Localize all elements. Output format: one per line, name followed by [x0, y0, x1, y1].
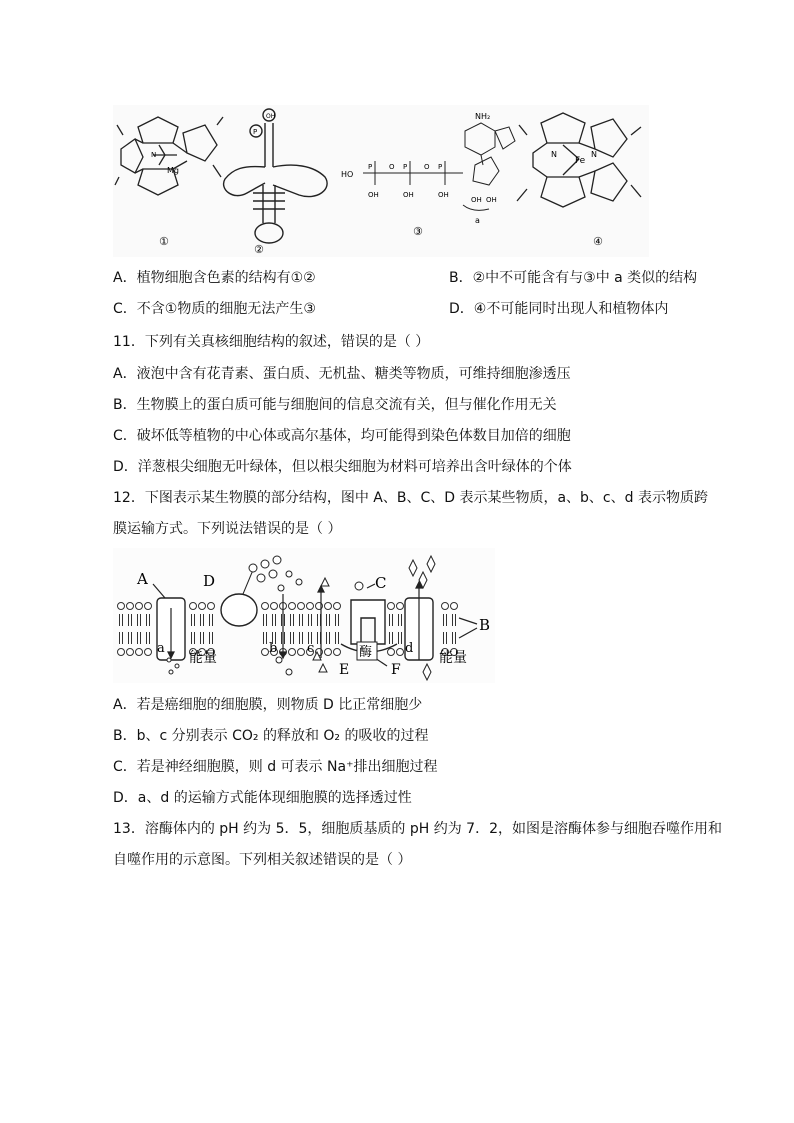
q10-option-a: A．植物细胞含色素的结构有①② [113, 270, 316, 286]
label-F: F [391, 662, 401, 678]
label-A: A [137, 570, 148, 588]
figure-label-1: ① [159, 235, 169, 248]
sugar-oh-2: OH [486, 196, 497, 204]
q10-option-c: C．不含①物质的细胞无法产生③ [113, 301, 316, 317]
phospholipid-head [307, 603, 314, 610]
phospholipid-head [127, 603, 134, 610]
label-a: a [157, 641, 165, 656]
energy-label-a: 能量 [189, 650, 217, 666]
phospholipid-head [262, 603, 269, 610]
phospholipid-head [145, 603, 152, 610]
label-E: E [339, 662, 350, 678]
phospholipid-head [136, 649, 143, 656]
segment-a-label: a [475, 216, 480, 225]
label-D: D [203, 572, 216, 590]
energy-label-d: 能量 [439, 650, 467, 666]
q11-option-c: C．破坏低等植物的中心体或高尔基体，均可能得到染色体数目加倍的细胞 [113, 428, 571, 444]
trna-p-label: P [253, 128, 258, 136]
phospholipid-head [334, 603, 341, 610]
bridge-o-1: O [389, 163, 395, 171]
phospholipid-head [451, 603, 458, 610]
phospholipid-head [199, 603, 206, 610]
label-B: B [479, 616, 491, 634]
phospholipid-head [397, 603, 404, 610]
q11-stem: 11．下列有关真核细胞结构的叙述，错误的是（ ） [113, 334, 430, 350]
group-oh-3: OH [438, 191, 449, 199]
phospholipid-head [271, 603, 278, 610]
phospholipid-head [118, 649, 125, 656]
phospholipid-head [289, 603, 296, 610]
phospholipid-head [289, 649, 296, 656]
phosphate-p3: P [438, 163, 443, 171]
phospholipid-head [190, 603, 197, 610]
atom-n-label-1: N [151, 151, 157, 159]
figure-label-4: ④ [593, 235, 603, 248]
phospholipid-head [397, 649, 404, 656]
q12-stem-line1: 12．下图表示某生物膜的部分结构，图中 A、B、C、D 表示某些物质，a、b、c、d 表示物质跨 [113, 490, 708, 506]
q12-option-c: C．若是神经细胞膜，则 d 可表示 Na⁺排出细胞过程 [113, 759, 438, 775]
group-ho-label: HO [341, 170, 354, 179]
phospholipid-head [136, 603, 143, 610]
q13-stem-line1: 13．溶酶体内的 pH 约为 5．5，细胞质基质的 pH 约为 7．2，如图是溶酶体参与细胞吞噬作用和 [113, 821, 722, 837]
phospholipid-head [145, 649, 152, 656]
phospholipid-head [298, 603, 305, 610]
phosphate-p2: P [403, 163, 408, 171]
phospholipid-head [127, 649, 134, 656]
q12-option-d: D．a、d 的运输方式能体现细胞膜的选择透过性 [113, 790, 412, 806]
q10-option-d: D．④不可能同时出现人和植物体内 [449, 301, 669, 317]
phospholipid-head [334, 649, 341, 656]
phospholipid-head [298, 649, 305, 656]
figure-label-2: ② [254, 243, 264, 256]
membrane-transport-figure [113, 548, 495, 683]
atom-fe-label: Fe [575, 156, 586, 166]
label-C: C [375, 574, 387, 592]
phospholipid-head [118, 603, 125, 610]
label-b: b [269, 641, 278, 656]
phosphate-p1: P [368, 163, 373, 171]
phospholipid-head [388, 603, 395, 610]
label-c: c [307, 641, 315, 656]
label-d: d [405, 641, 414, 656]
q11-option-d: D．洋葱根尖细胞无叶绿体，但以根尖细胞为材料可培养出含叶绿体的个体 [113, 459, 572, 475]
phospholipid-head [262, 649, 269, 656]
figure-label-3: ③ [413, 225, 423, 238]
q11-option-a: A．液泡中含有花青素、蛋白质、无机盐、糖类等物质，可维持细胞渗透压 [113, 366, 571, 382]
sugar-oh-1: OH [471, 196, 482, 204]
enzyme-label: 酶 [359, 645, 373, 660]
group-oh-1: OH [368, 191, 379, 199]
group-oh-2: OH [403, 191, 414, 199]
glycoprotein-d [221, 594, 257, 626]
molecule-structures-figure [113, 105, 649, 257]
q10-option-b: B．②中不可能含有与③中 a 类似的结构 [449, 270, 698, 286]
q11-option-b: B．生物膜上的蛋白质可能与细胞间的信息交流有关，但与催化作用无关 [113, 397, 557, 413]
group-nh2-label: NH₂ [475, 112, 491, 121]
q12-stem-line2: 膜运输方式。下列说法错误的是（ ） [113, 521, 342, 537]
trna-top-oh: OH [266, 113, 276, 120]
phospholipid-head [208, 603, 215, 610]
phospholipid-head [442, 603, 449, 610]
atom-n-label-4b: N [591, 150, 597, 159]
atom-n-label-4a: N [551, 150, 557, 159]
bridge-o-2: O [424, 163, 430, 171]
q12-option-a: A．若是癌细胞的细胞膜，则物质 D 比正常细胞少 [113, 697, 423, 713]
q13-stem-line2: 自噬作用的示意图。下列相关叙述错误的是（ ） [113, 852, 412, 868]
phospholipid-head [325, 603, 332, 610]
q12-option-b: B．b、c 分别表示 CO₂ 的释放和 O₂ 的吸收的过程 [113, 728, 429, 744]
phospholipid-head [388, 649, 395, 656]
phospholipid-head [325, 649, 332, 656]
atom-mg-label: Mg [167, 166, 179, 175]
